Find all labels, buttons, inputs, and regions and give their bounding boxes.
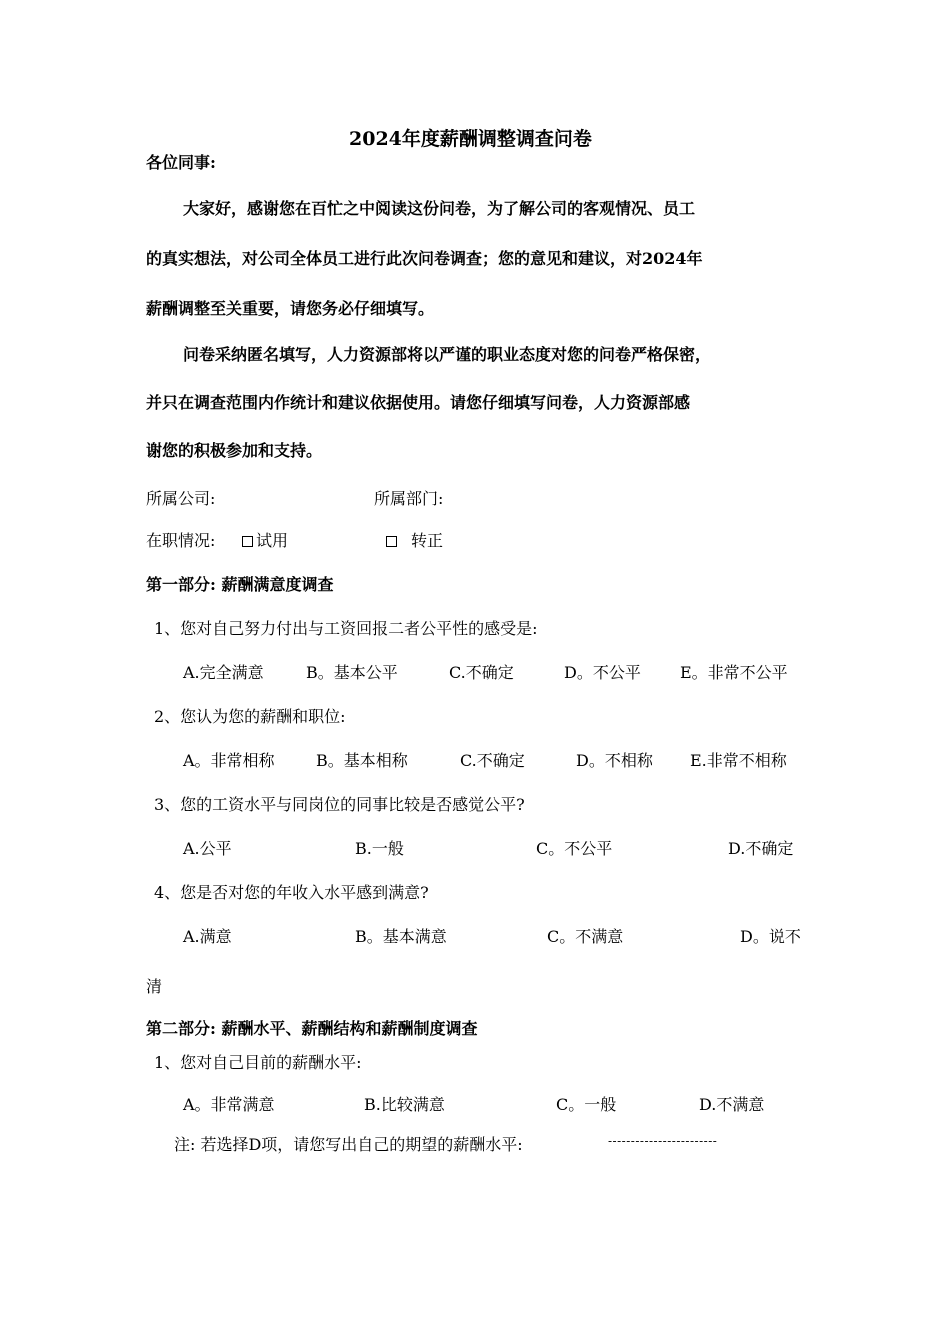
part2-heading: 第二部分: 薪酬水平、薪酬结构和薪酬制度调查: [146, 1019, 478, 1038]
intro-line-5: 并只在调查范围内作统计和建议依据使用。请您仔细填写问卷，人力资源部感: [146, 393, 691, 412]
checkbox-icon[interactable]: [386, 536, 397, 547]
status-option-regular-label: 转正: [411, 531, 444, 550]
part1-q4-option-d-wrap: 清: [146, 977, 163, 996]
part2-q1-option-b[interactable]: B.比较满意: [364, 1095, 445, 1114]
status-option-regular[interactable]: [386, 528, 443, 551]
department-label: 所属部门:: [374, 489, 444, 508]
page-title: 2024年度薪酬调整调查问卷: [349, 128, 592, 150]
part1-heading: 第一部分: 薪酬满意度调查: [146, 575, 334, 594]
part1-q2-option-d[interactable]: D。不相称: [576, 751, 653, 770]
part1-q2-text: 2、您认为您的薪酬和职位:: [154, 707, 346, 726]
intro-line-2: 的真实想法，对公司全体员工进行此次问卷调查；您的意见和建议，对2024年: [146, 249, 703, 268]
part1-q3-option-b[interactable]: B.一般: [355, 839, 404, 858]
status-option-probation[interactable]: [242, 528, 288, 551]
part1-q1-text: 1、您对自己努力付出与工资回报二者公平性的感受是:: [154, 619, 538, 638]
intro-line-1: 大家好，感谢您在百忙之中阅读这份问卷，为了解公司的客观情况、员工: [183, 199, 696, 218]
part1-q1-option-a[interactable]: A.完全满意: [183, 663, 264, 682]
part2-q1-option-a[interactable]: A。非常满意: [183, 1095, 275, 1114]
intro-line-6: 谢您的积极参加和支持。: [146, 441, 323, 460]
part1-q2-option-a[interactable]: A。非常相称: [183, 751, 275, 770]
part1-q2-option-b[interactable]: B。基本相称: [316, 751, 408, 770]
status-option-probation-label: 试用: [256, 531, 289, 550]
part1-q3-option-a[interactable]: A.公平: [183, 839, 232, 858]
part1-q4-option-c[interactable]: C。不满意: [547, 927, 624, 946]
part1-q4-option-a[interactable]: A.满意: [183, 927, 232, 946]
part1-q4-option-b[interactable]: B。基本满意: [355, 927, 447, 946]
part1-q3-option-c[interactable]: C。不公平: [536, 839, 613, 858]
part2-q1-option-d[interactable]: D.不满意: [699, 1095, 765, 1114]
part1-q1-option-b[interactable]: B。基本公平: [306, 663, 398, 682]
part2-q1-note: 注: 若选择D项，请您写出自己的期望的薪酬水平:: [174, 1135, 523, 1154]
part1-q4-text: 4、您是否对您的年收入水平感到满意?: [154, 883, 429, 902]
part1-q4-option-d[interactable]: D。说不: [740, 927, 801, 946]
part2-q1-option-c[interactable]: C。一般: [556, 1095, 617, 1114]
part1-q3-option-d[interactable]: D.不确定: [728, 839, 794, 858]
part2-q1-text: 1、您对自己目前的薪酬水平:: [154, 1053, 362, 1072]
checkbox-icon[interactable]: [242, 536, 253, 547]
part1-q2-option-c[interactable]: C.不确定: [460, 751, 525, 770]
part1-q2-option-e[interactable]: E.非常不相称: [690, 751, 787, 770]
greeting: 各位同事:: [146, 153, 216, 172]
part1-q1-option-c[interactable]: C.不确定: [449, 663, 514, 682]
intro-line-3: 薪酬调整至关重要，请您务必仔细填写。: [146, 299, 435, 318]
part1-q3-text: 3、您的工资水平与同岗位的同事比较是否感觉公平?: [154, 795, 525, 814]
part1-q1-option-e[interactable]: E。非常不公平: [680, 663, 788, 682]
part1-q1-option-d[interactable]: D。不公平: [564, 663, 641, 682]
intro-line-4: 问卷采纳匿名填写，人力资源部将以严谨的职业态度对您的问卷严格保密，: [183, 345, 712, 364]
expected-salary-blank[interactable]: ------------------------: [608, 1134, 718, 1148]
status-label: 在职情况:: [146, 531, 216, 550]
company-label: 所属公司:: [146, 489, 216, 508]
